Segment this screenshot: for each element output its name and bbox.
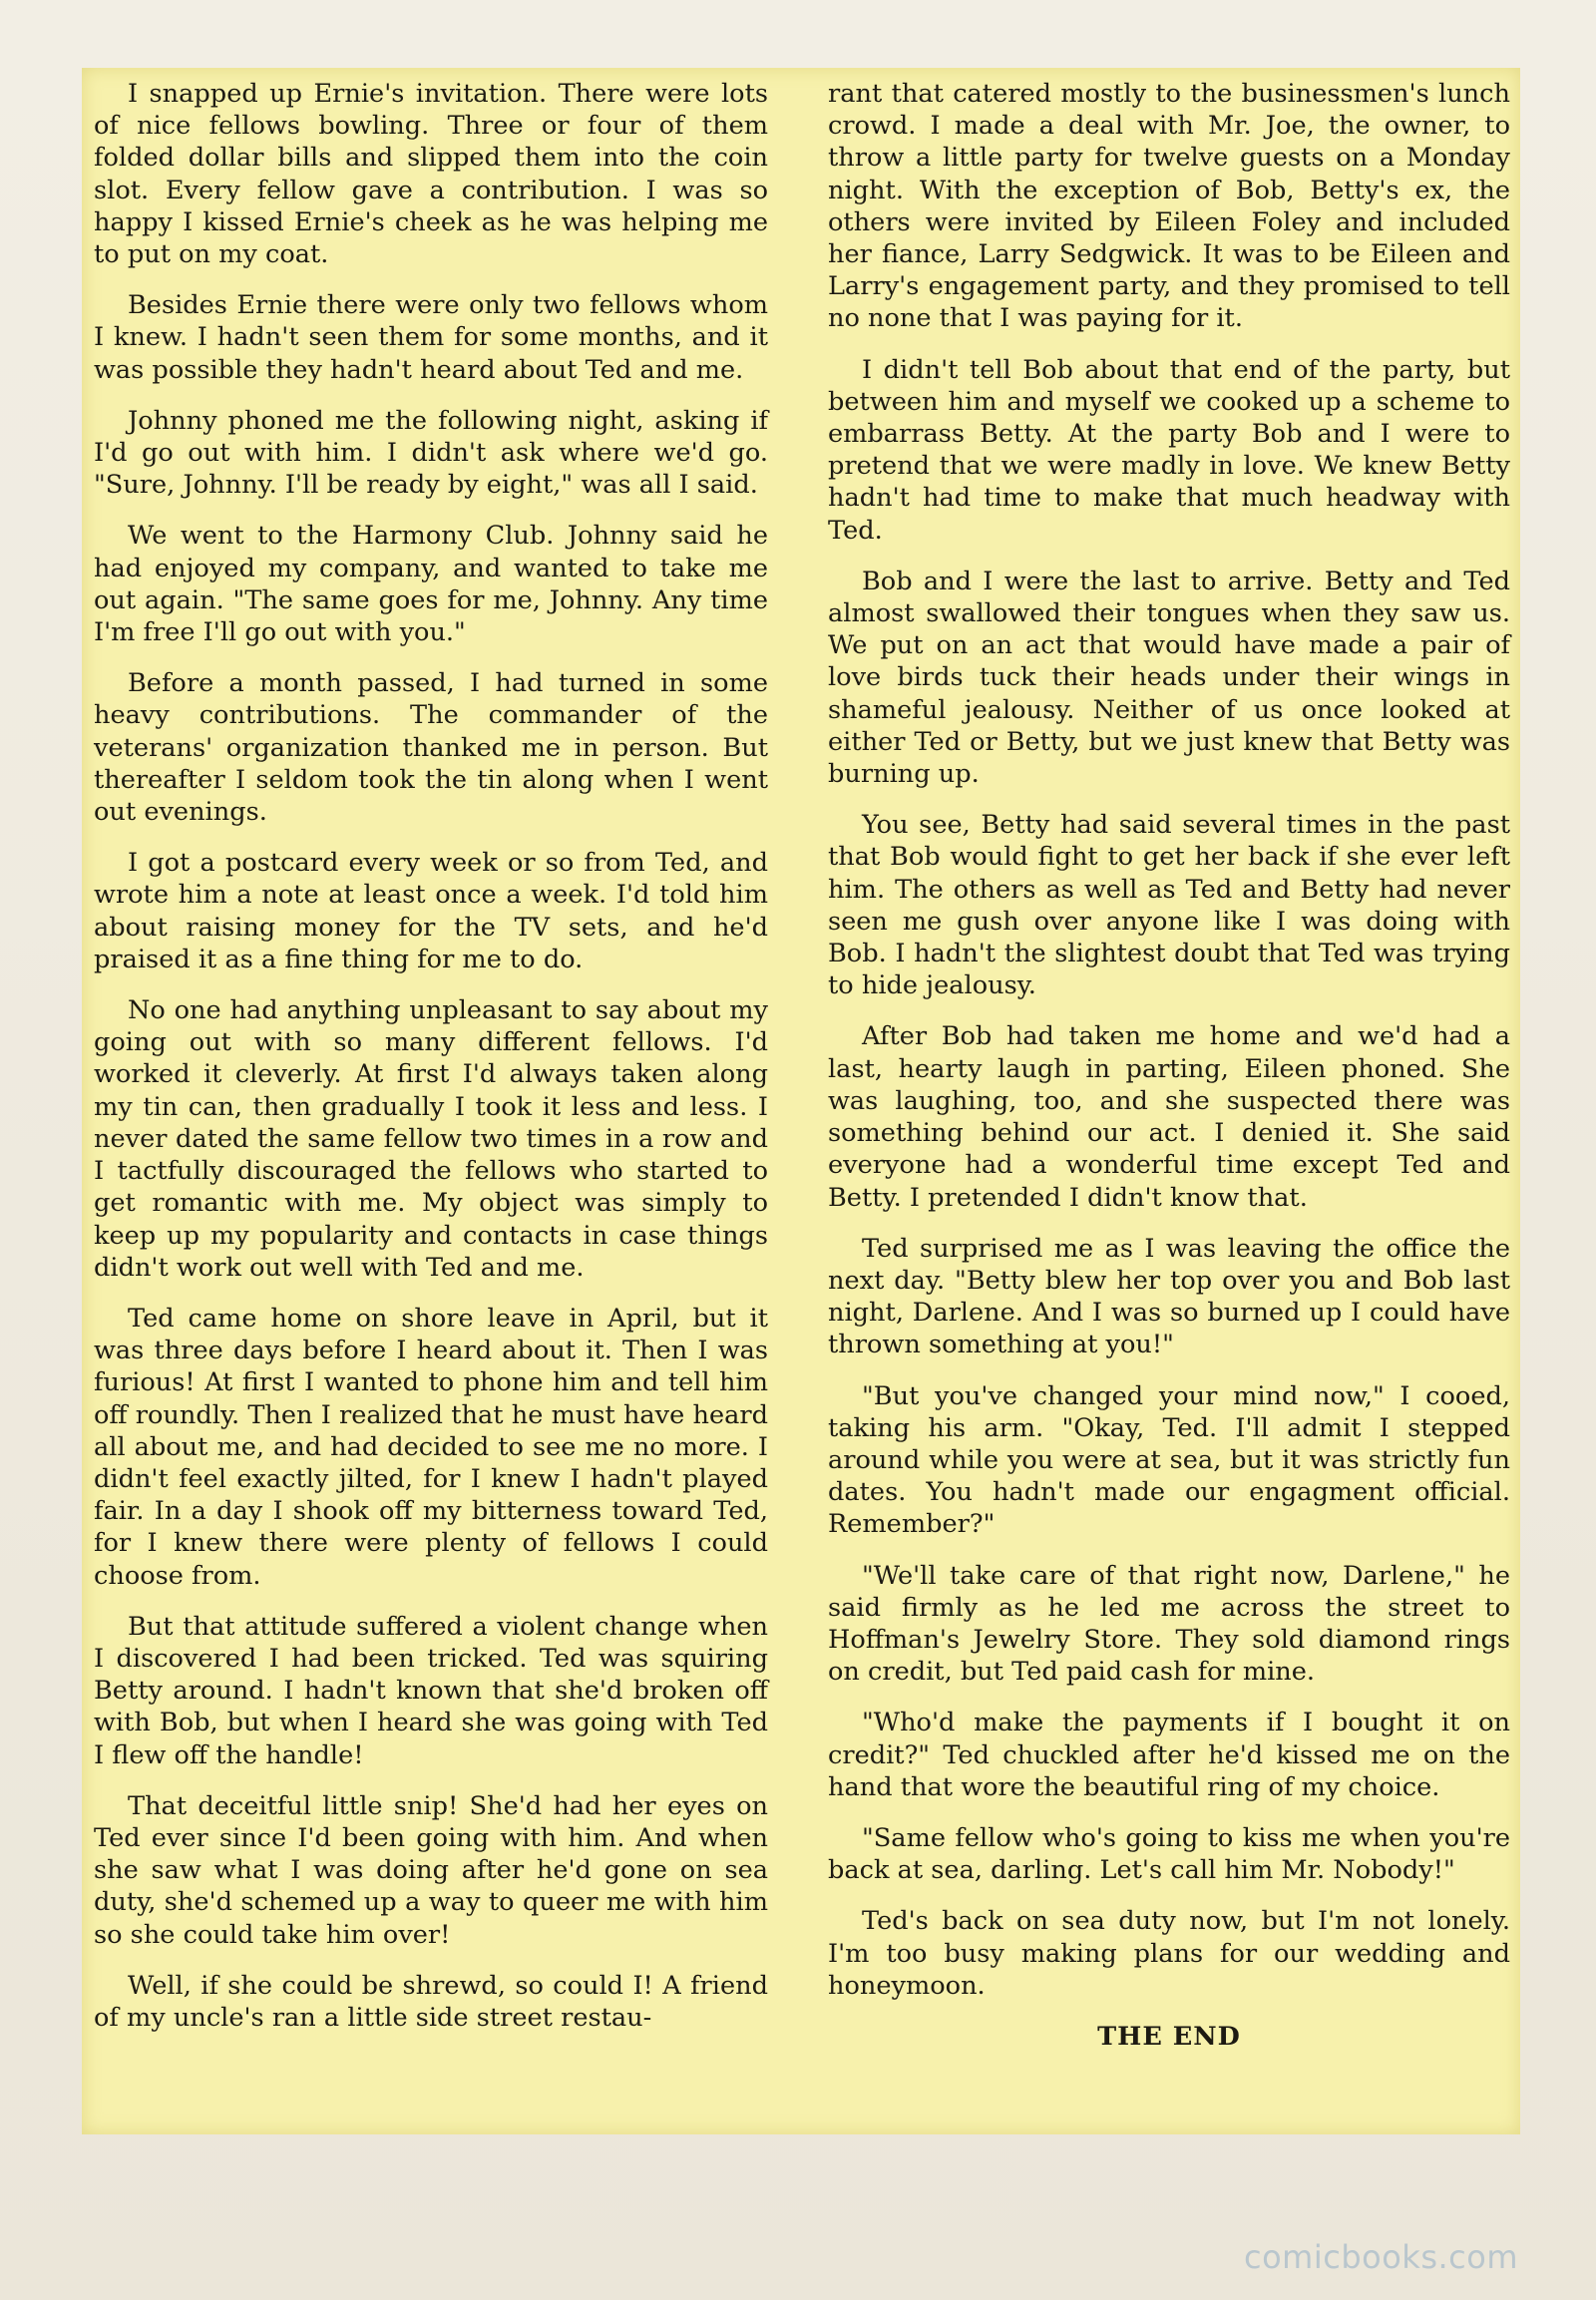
- watermark: comicbooks.com: [1243, 2238, 1518, 2276]
- paragraph: Besides Ernie there were only two fellows whom I knew. I hadn't seen them for some months, and it was possible they hadn't heard about Ted and me.: [94, 290, 768, 385]
- paragraph: Ted surprised me as I was leaving the office the next day. "Betty blew her top over you and Bob last night, Darlene. And I was so burned up I could have thrown something at you!": [828, 1233, 1510, 1360]
- paragraph: Ted came home on shore leave in April, but it was three days before I heard about it. Then I was furious! At first I wanted to phone him and tell him off roundly. Then I realized that he must have heard all about me, and had decided to see me no more. I didn't feel exactly jilted, for I knew I hadn't played fair. In a day I shook off my bitterness toward Ted, for I knew there were plenty of fellows I could choose from.: [94, 1303, 768, 1591]
- paragraph: No one had anything unpleasant to say about my going out with so many different fellows. I'd worked it cleverly. At first I'd always taken along my tin can, then gradually I took it less and less. I never dated the same fellow two times in a row and I tactfully discouraged the fellows who started to get romantic with me. My object was simply to keep up my popularity and contacts in case things didn't work out well with Ted and me.: [94, 995, 768, 1283]
- paragraph: "Who'd make the payments if I bought it on credit?" Ted chuckled after he'd kissed me on the hand that wore the beautiful ring of my choice.: [828, 1708, 1510, 1802]
- paragraph: I snapped up Ernie's invitation. There were lots of nice fellows bowling. Three or four of them folded dollar bills and slipped them into the coin slot. Every fellow gave a contribution. I was so happy I kissed Ernie's cheek as he was helping me to put on my coat.: [94, 79, 768, 270]
- the-end-marker: THE END: [1097, 2021, 1241, 2052]
- paragraph: But that attitude suffered a violent change when I discovered I had been tricked. Ted was squiring Betty around. I hadn't known that she'd broken off with Bob, but when I heard she was going with Ted I flew off the handle!: [94, 1611, 768, 1770]
- paragraph: "We'll take care of that right now, Darlene," he said firmly as he led me across the street to Hoffman's Jewelry Store. They sold diamond rings on credit, but Ted paid cash for mine.: [828, 1560, 1510, 1688]
- paragraph: I got a postcard every week or so from Ted, and wrote him a note at least once a week. I'd told him about raising money for the TV sets, and he'd praised it as a fine thing for me to do.: [94, 848, 768, 974]
- right-column: [828, 78, 1510, 2072]
- left-column: [94, 78, 768, 2053]
- paragraph: I didn't tell Bob about that end of the party, but between him and myself we cooked up a scheme to embarrass Betty. At the party Bob and I were to pretend that we were madly in love. We knew Betty hadn't had time to make that much headway with Ted.: [828, 354, 1510, 546]
- paragraph: "Same fellow who's going to kiss me when you're back at sea, darling. Let's call him Mr. Nobody!": [828, 1822, 1510, 1886]
- paragraph: You see, Betty had said several times in the past that Bob would fight to get her back if she ever left him. The others as well as Ted and Betty had never seen me gush over anyone like I was doing with Bob. I hadn't the slightest doubt that Ted was trying to hide jealousy.: [828, 810, 1510, 1001]
- paragraph: After Bob had taken me home and we'd had a last, hearty laugh in parting, Eileen phoned. She was laughing, too, and she suspected there was something behind our act. I denied it. She said everyone had a wonderful time except Ted and Betty. I pretended I didn't know that.: [828, 1021, 1510, 1213]
- paragraph: Bob and I were the last to arrive. Betty and Ted almost swallowed their tongues when they saw us. We put on an act that would have made a pair of love birds tuck their heads under their wings in shameful jealousy. Neither of us once looked at either Ted or Betty, but we just knew that Betty was burning up.: [828, 566, 1510, 790]
- paragraph: Before a month passed, I had turned in some heavy contributions. The commander of the veterans' organization thanked me in person. But thereafter I seldom took the tin along when I went out evenings.: [94, 668, 768, 828]
- paragraph: "But you've changed your mind now," I cooed, taking his arm. "Okay, Ted. I'll admit I stepped around while you were at sea, but it was strictly fun dates. You hadn't made our engagment official. Remember?": [828, 1380, 1510, 1540]
- paragraph: Well, if she could be shrewd, so could I! A friend of my uncle's ran a little side street restau-: [94, 1970, 768, 2033]
- paragraph: rant that catered mostly to the businessmen's lunch crowd. I made a deal with Mr. Joe, the owner, to throw a little party for twelve guests on a Monday night. With the exception of Bob, Betty's ex, the others were invited by Eileen Foley and included her fiance, Larry Sedgwick. It was to be Eileen and Larry's engagement party, and they promised to tell no none that I was paying for it.: [828, 79, 1510, 334]
- paragraph: Johnny phoned me the following night, asking if I'd go out with him. I didn't ask where we'd go. "Sure, Johnny. I'll be ready by eight," was all I said.: [94, 405, 768, 501]
- paragraph: We went to the Harmony Club. Johnny said he had enjoyed my company, and wanted to take me out again. "The same goes for me, Johnny. Any time I'm free I'll go out with you.": [94, 521, 768, 648]
- paragraph: That deceitful little snip! She'd had her eyes on Ted ever since I'd been going with him. And when she saw what I was doing after he'd gone on sea duty, she'd schemed up a way to queer me with him so she could take him over!: [94, 1790, 768, 1950]
- paragraph: Ted's back on sea duty now, but I'm not lonely. I'm too busy making plans for our wedding and honeymoon.: [828, 1906, 1510, 2001]
